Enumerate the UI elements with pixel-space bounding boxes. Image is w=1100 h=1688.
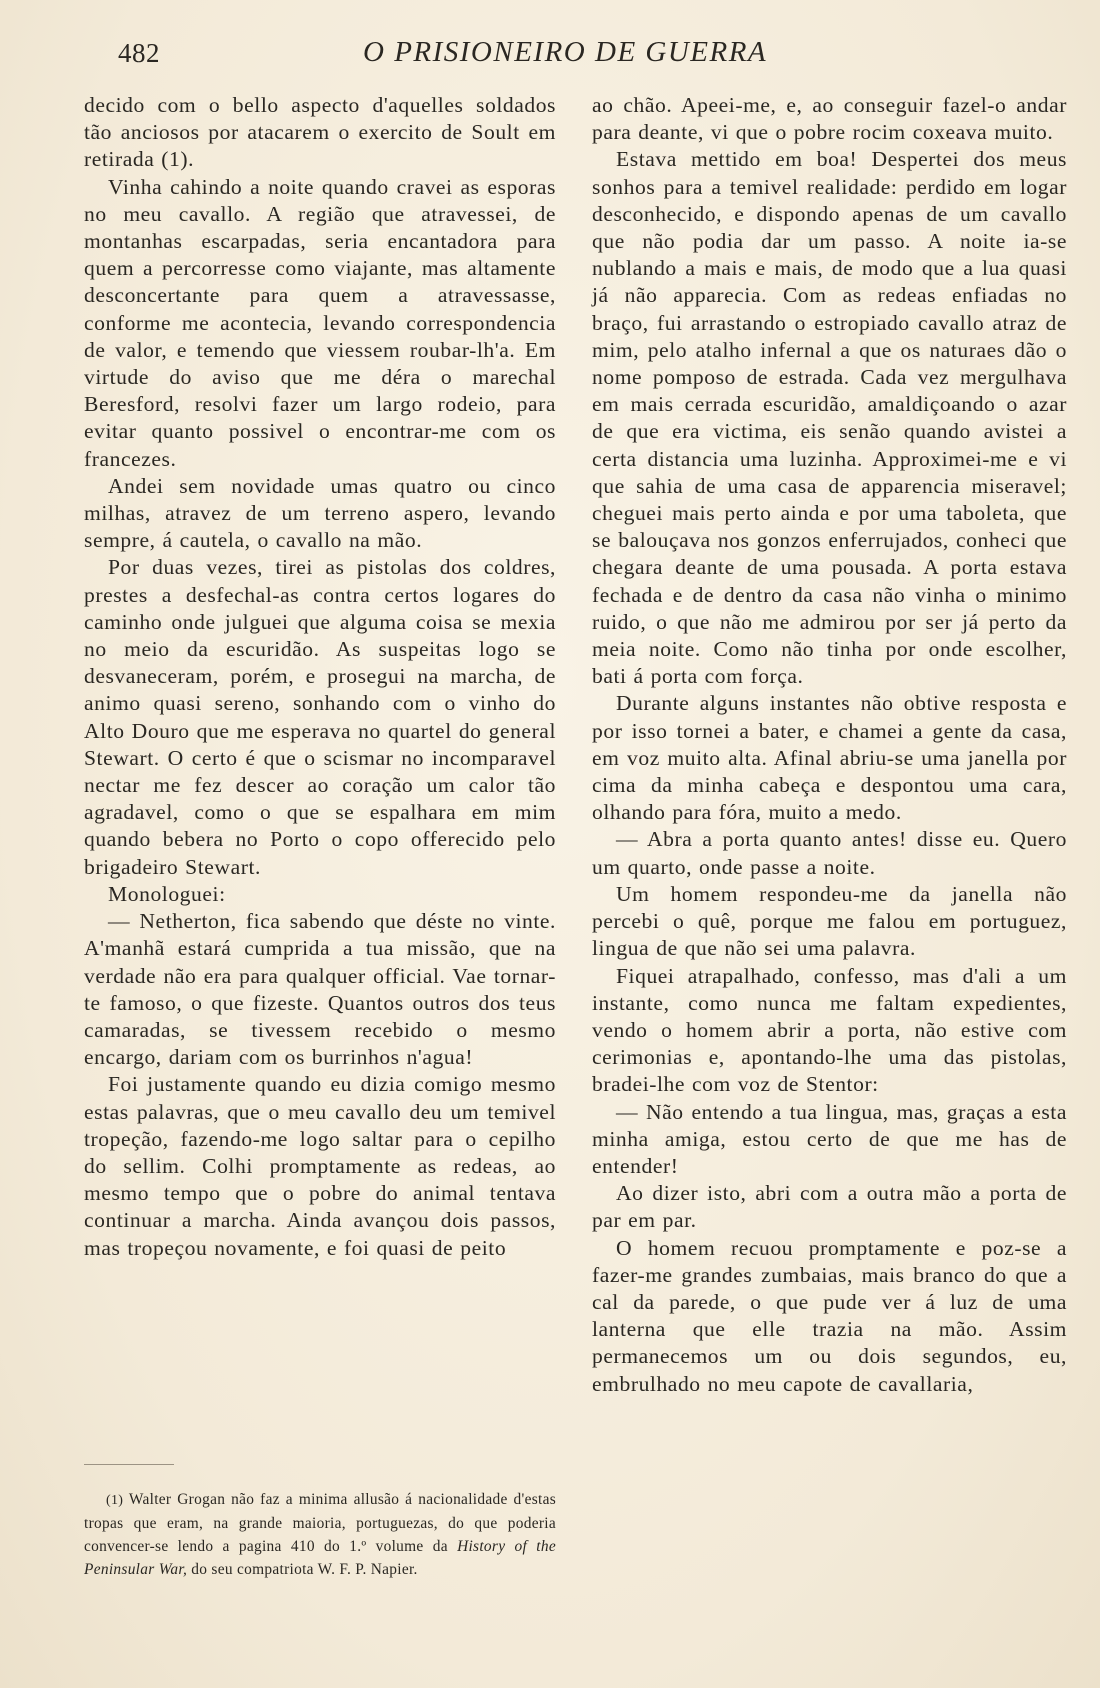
- footnote-book-title: History of the Peninsular War,: [84, 1538, 556, 1578]
- page-number: 482: [118, 38, 160, 68]
- paragraph: ao chão. Apeei-me, e, ao conseguir fazel-o andar para deante, vi que o pobre rocim coxeava muito.: [592, 93, 1067, 145]
- footnote-rule: [84, 1464, 174, 1465]
- paragraph: — Abra a porta quanto antes! disse eu. Quero um quarto, onde passe a noite.: [592, 827, 1067, 879]
- paragraph: Andei sem novidade umas quatro ou cinco milhas, atravez de um terreno aspero, levando sempre, á cautela, o cavallo na mão.: [84, 473, 556, 553]
- paragraph: Vinha cahindo a noite quando cravei as esporas no meu cavallo. A região que atravessei, de montanhas escarpadas, seria encantadora para quem a percorresse como viajante, mas altamente desconcertante para quem a atravessasse, conforme me acontecia, levando correspondencia de valor, e temendo que viessem roubar-lh'a. Em virtude do aviso que me déra o marechal Beresford, resolvi fazer um largo rodeio, para evitar quanto possivel o encontrar-me com os francezes.: [84, 174, 556, 471]
- paragraph: Estava mettido em boa! Despertei dos meus sonhos para a temivel realidade: perdido em logar desconhecido, e dispondo apenas de um cavallo que não podia dar um passo. A noite ia-se nublando a mais e mais, de modo que a lua quasi já não apparecia. Com as redeas enfiadas no braço, fui arrastando o estropiado cavallo atraz de mim, pelo atalho infernal a que os naturaes dão o nome pomposo de estrada. Cada vez mergulhava em mais cerrada escuridão, amaldiçoando o azar de que era victima, eis senão quando avistei a certa distancia uma luzinha. Approximei-me e vi que sahia de uma casa de apparencia miseravel; cheguei mais perto ainda e por uma taboleta, que se balouçava nos gonzos enferrujados, conheci que chegara deante de uma pousada. A porta estava fechada e de dentro da casa não vinha o minimo ruido, o que não me admirou por ser já perto da meia noite. Como não tinha por onde escolher, bati á porta com força.: [592, 147, 1067, 689]
- paragraph: decido com o bello aspecto d'aquelles soldados tão anciosos por atacarem o exercito de Soult em retirada (1).: [84, 93, 556, 172]
- footnote-text: [84, 1488, 556, 1581]
- footnote-text-after: do seu compatriota W. F. P. Napier.: [191, 1561, 418, 1578]
- left-column: [84, 92, 556, 1262]
- paragraph: Monologuei:: [108, 881, 226, 906]
- paragraph: O homem recuou promptamente e poz-se a fazer-me grandes zumbaias, mais branco do que a cal da parede, o que pude ver á luz de uma lanterna que elle trazia na mão. Assim permanecemos um ou dois segundos, eu, embrulhado no meu capote de cavallaria,: [592, 1235, 1067, 1396]
- footnote-text-before: Walter Grogan não faz a minima allusão á nacionalidade d'estas tropas que eram, na grande maioria, portuguezas, do que poderia convencer-se lendo a pagina 410 do 1.º volume da: [84, 1491, 557, 1555]
- right-column: [592, 92, 1067, 1398]
- paragraph: Por duas vezes, tirei as pistolas dos coldres, prestes a desfechal-as contra certos logares do caminho onde julguei que alguma coisa se mexia no meio da escuridão. As suspeitas logo se desvaneceram, porém, e prosegui na marcha, de animo quasi sereno, sonhando com o vinho do Alto Douro que me esperava no quartel do general Stewart. O certo é que o scismar no incomparavel nectar me fez descer ao coração um calor tão agradavel, como o que se espalhara em mim quando bebera no Porto o copo offerecido pelo brigadeiro Stewart.: [84, 555, 556, 879]
- page-header: [118, 36, 998, 76]
- paragraph: Um homem respondeu-me da janella não percebi o quê, porque me falou em portuguez, lingua de que não sei uma palavra.: [592, 881, 1067, 961]
- running-title: O PRISIONEIRO DE GUERRA: [363, 36, 768, 68]
- paragraph: — Netherton, fica sabendo que déste no vinte. A'manhã estará cumprida a tua missão, que na verdade não era para qualquer official. Vae tornar-te famoso, o que fizeste. Quantos outros dos teus camaradas, se tivessem recebido o mesmo encargo, dariam com os burrinhos n'agua!: [84, 909, 556, 1070]
- paragraph: Durante alguns instantes não obtive resposta e por isso tornei a bater, e chamei a gente da casa, em voz muito alta. Afinal abriu-se uma janella por cima da minha cabeça e despontou uma cara, olhando para fóra, muito a medo.: [592, 691, 1067, 825]
- paragraph: Ao dizer isto, abri com a outra mão a porta de par em par.: [592, 1181, 1067, 1233]
- footnote: [84, 1488, 556, 1581]
- paragraph: Foi justamente quando eu dizia comigo mesmo estas palavras, que o meu cavallo deu um temivel tropeção, fazendo-me logo saltar para o cepilho do sellim. Colhi promptamente as redeas, ao mesmo tempo que o pobre do animal tentava continuar a marcha. Ainda avançou dois passos, mas tropeçou novamente, e foi quasi de peito: [84, 1072, 556, 1260]
- paragraph: — Não entendo a tua lingua, mas, graças a esta minha amiga, estou certo de que me has de entender!: [592, 1099, 1067, 1178]
- footnote-marker: (1): [106, 1493, 124, 1508]
- paragraph: Fiquei atrapalhado, confesso, mas d'ali a um instante, como nunca me faltam expedientes, vendo o homem abrir a porta, não estive com cerimonias e, apontando-lhe uma das pistolas, bradei-lhe com voz de Stentor:: [592, 963, 1067, 1097]
